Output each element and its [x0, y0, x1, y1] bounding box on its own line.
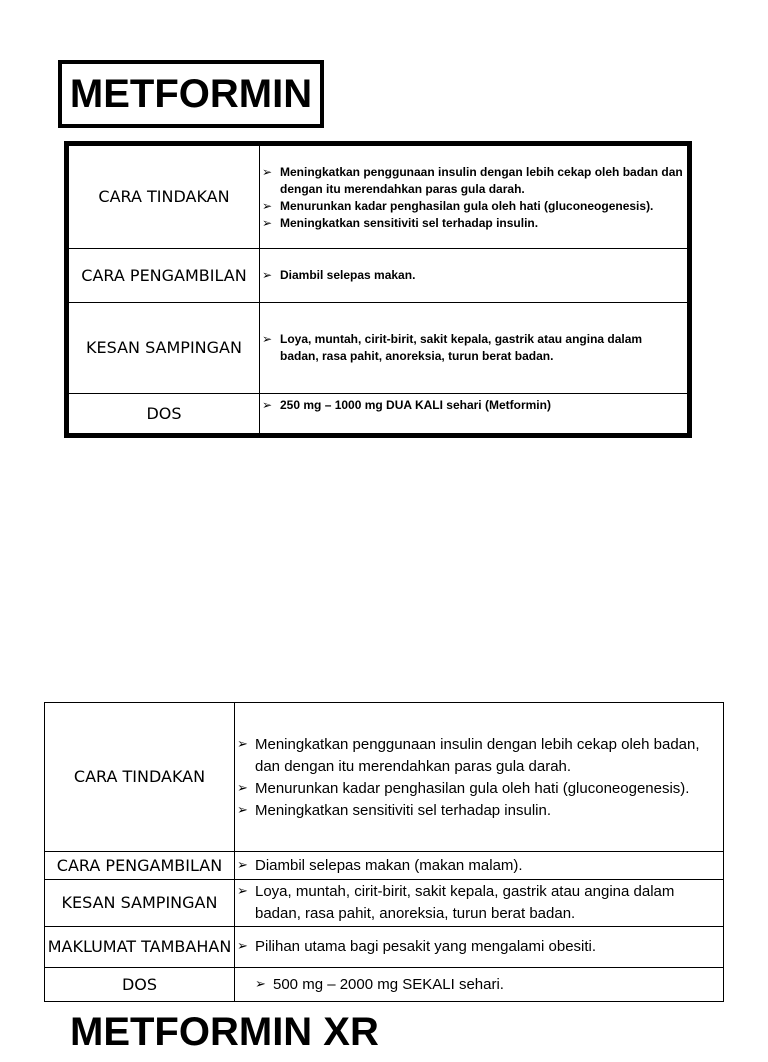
- list-item: ➢ Diambil selepas makan.: [262, 267, 683, 284]
- list-item: ➢ Pilihan utama bagi pesakit yang mengalami obesiti.: [237, 936, 723, 958]
- table-row: [45, 927, 724, 968]
- table-row: [69, 303, 688, 394]
- list-item: ➢ 250 mg – 1000 mg DUA KALI sehari (Metformin): [262, 397, 683, 414]
- list-item: ➢ Menurunkan kadar penghasilan gula oleh hati (gluconeogenesis).: [237, 778, 723, 800]
- list-item: ➢ 500 mg – 2000 mg SEKALI sehari.: [255, 974, 723, 996]
- list-item: ➢ Diambil selepas makan (makan malam).: [237, 855, 723, 877]
- metformin-xr-table: [44, 702, 724, 1002]
- table-row: [45, 703, 724, 852]
- row-value: [260, 249, 688, 303]
- list-item: ➢ Menurunkan kadar penghasilan gula oleh hati (gluconeogenesis).: [262, 198, 683, 215]
- row-value: [260, 394, 688, 434]
- row-value: [260, 146, 688, 249]
- section-title: METFORMIN XR: [70, 1010, 379, 1054]
- row-label: DOS: [45, 968, 235, 1002]
- row-label: MAKLUMAT TAMBAHAN: [45, 927, 235, 968]
- table-row: [69, 249, 688, 303]
- page-title: METFORMIN: [58, 60, 324, 128]
- table-row: [69, 146, 688, 249]
- row-value: [260, 303, 688, 394]
- list-item: ➢ Loya, muntah, cirit-birit, sakit kepala, gastrik atau angina dalam badan, rasa pahit, anoreksia, turun berat badan.: [262, 331, 683, 365]
- list-item: ➢ Meningkatkan sensitiviti sel terhadap insulin.: [237, 800, 723, 822]
- row-value: [235, 880, 724, 927]
- row-value: [235, 968, 724, 1002]
- metformin-table: [68, 145, 688, 434]
- row-value: [235, 703, 724, 852]
- row-value: [235, 927, 724, 968]
- row-value: [235, 852, 724, 880]
- row-label: DOS: [69, 394, 260, 434]
- list-item: ➢ Meningkatkan penggunaan insulin dengan lebih cekap oleh badan dan dengan itu merendahkan paras gula darah.: [262, 164, 683, 198]
- table-row: [69, 394, 688, 434]
- list-item: ➢ Loya, muntah, cirit-birit, sakit kepala, gastrik atau angina dalam badan, rasa pahit, anoreksia, turun berat badan.: [237, 881, 723, 925]
- table-row: [45, 852, 724, 880]
- table-row: [45, 880, 724, 927]
- list-item: ➢ Meningkatkan penggunaan insulin dengan lebih cekap oleh badan, dan dengan itu merendahkan paras gula darah.: [237, 734, 723, 778]
- row-label: KESAN SAMPINGAN: [45, 880, 235, 927]
- table-row: [45, 968, 724, 1002]
- row-label: CARA TINDAKAN: [69, 146, 260, 249]
- row-label: CARA PENGAMBILAN: [45, 852, 235, 880]
- row-label: CARA PENGAMBILAN: [69, 249, 260, 303]
- row-label: CARA TINDAKAN: [45, 703, 235, 852]
- row-label: KESAN SAMPINGAN: [69, 303, 260, 394]
- list-item: ➢ Meningkatkan sensitiviti sel terhadap insulin.: [262, 215, 683, 232]
